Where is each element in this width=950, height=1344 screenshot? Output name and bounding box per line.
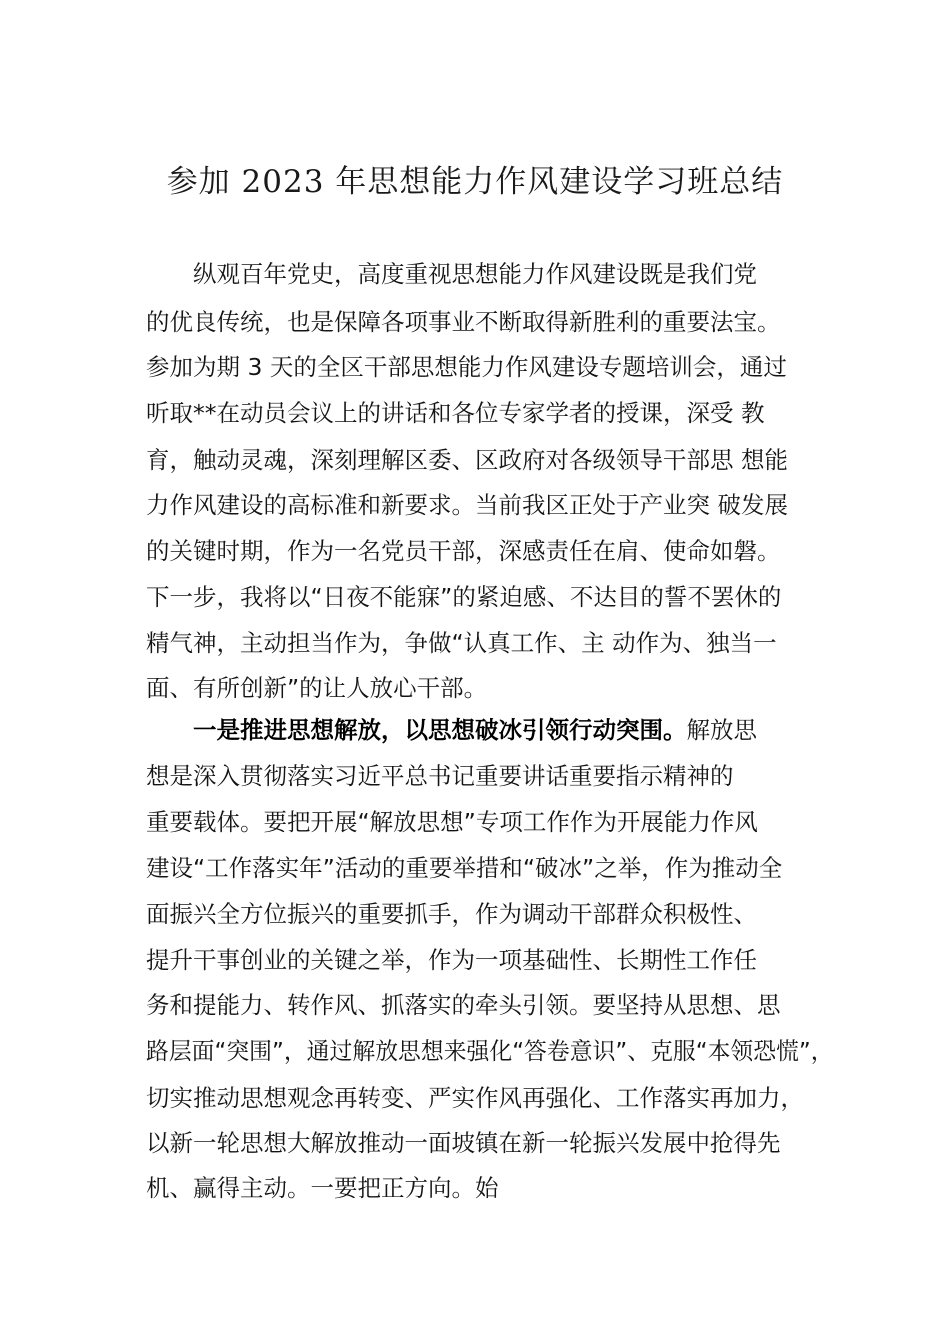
section-heading-line — [193, 706, 757, 754]
paragraph-line: 听取**在动员会议上的讲话和各位专家学者的授课，深受 教 — [146, 399, 765, 427]
paragraph-line: 面振兴全方位振兴的重要抓手，作为调动干部群众积极性、 — [146, 900, 757, 928]
paragraph-line: 力作风建设的高标准和新要求。当前我区正处于产业突 破发展 — [146, 491, 788, 519]
paragraph-line: 机、赢得主动。一要把正方向。始 — [146, 1174, 499, 1202]
paragraph-line: 下一步，我将以“日夜不能寐”的紧迫感、不达目的誓不罢休的 — [146, 583, 782, 611]
paragraph-line: 切实推动思想观念再转变、严实作风再强化、工作落实再加力， — [146, 1084, 804, 1112]
section-heading-continuation: 解放思 — [686, 716, 757, 744]
paragraph-line: 路层面“突围”，通过解放思想来强化“答卷意识”、克服“本领恐慌”， — [146, 1037, 834, 1065]
paragraph-line: 的关键时期，作为一名党员干部，深感责任在肩、使命如磐。 — [146, 537, 781, 565]
paragraph-line: 面、有所创新”的让人放心干部。 — [146, 674, 488, 702]
paragraph-line: 的优良传统，也是保障各项事业不断取得新胜利的重要法宝。 — [146, 308, 781, 336]
paragraph-line: 精气神，主动担当作为，争做“认真工作、主 动作为、独当一 — [146, 629, 777, 657]
paragraph-line: 重要载体。要把开展“解放思想”专项工作作为开展能力作风 — [146, 808, 758, 836]
paragraph-line: 提升干事创业的关键之举，作为一项基础性、长期性工作任 — [146, 946, 757, 974]
paragraph-line: 建设“工作落实年”活动的重要举措和“破冰”之举，作为推动全 — [146, 854, 783, 882]
paragraph-line: 务和提能力、转作风、抓落实的牵头引领。要坚持从思想、思 — [146, 991, 781, 1019]
paragraph-line: 想是深入贯彻落实习近平总书记重要讲话重要指示精神的 — [146, 762, 734, 790]
section-heading: 一是推进思想解放，以思想破冰引领行动突围。 — [193, 716, 687, 744]
paragraph-line: 纵观百年党史，高度重视思想能力作风建设既是我们党 — [193, 260, 757, 288]
paragraph-line: 以新一轮思想大解放推动一面坡镇在新一轮振兴发展中抢得先 — [146, 1129, 781, 1157]
paragraph-line: 参加为期 3 天的全区干部思想能力作风建设专题培训会，通过 — [146, 353, 787, 381]
paragraph-line: 育，触动灵魂，深刻理解区委、区政府对各级领导干部思 想能 — [146, 446, 788, 474]
document-title: 参加 2023 年思想能力作风建设学习班总结 — [166, 164, 784, 200]
